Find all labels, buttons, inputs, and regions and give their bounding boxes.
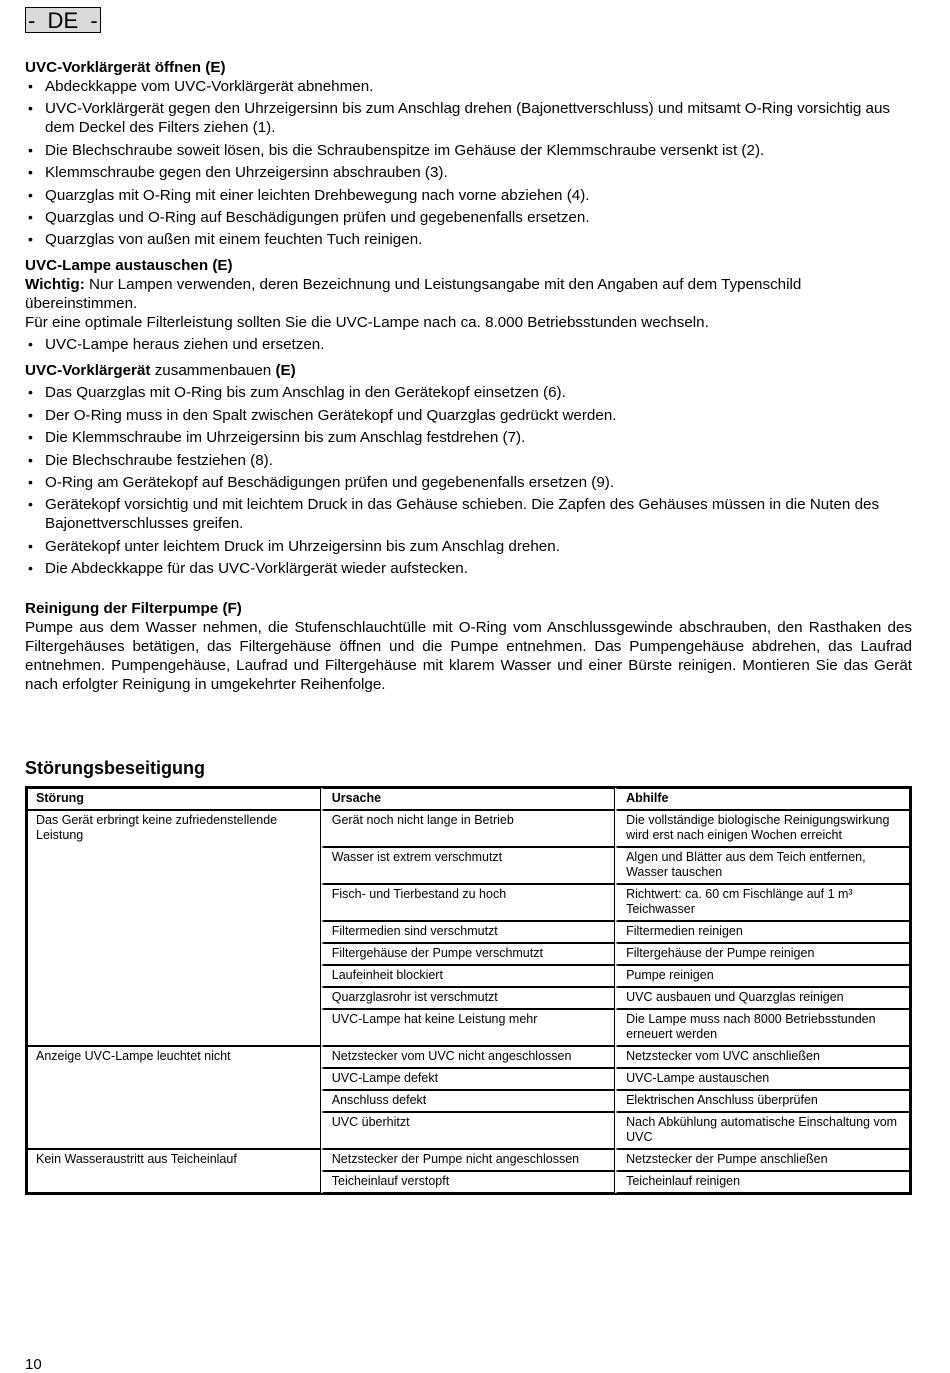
remedy-cell: Pumpe reinigen xyxy=(615,965,910,987)
remedy-cell: Filtermedien reinigen xyxy=(615,921,910,943)
list-item: • Gerätekopf unter leichtem Druck im Uhrzeigersinn bis zum Anschlag drehen. xyxy=(25,537,912,556)
remedy-cell: Richtwert: ca. 60 cm Fischlänge auf 1 m³ Teichwasser xyxy=(615,884,910,921)
list-item: • Die Blechschraube soweit lösen, bis die Schraubenspitze im Gehäuse der Klemmschraube versenkt ist (2). xyxy=(25,141,912,160)
troubleshooting-title: Störungsbeseitigung xyxy=(25,758,205,778)
header-cause: Ursache xyxy=(321,788,615,810)
list-item: • Quarzglas und O-Ring auf Beschädigungen prüfen und gegebenenfalls ersetzen. xyxy=(25,208,912,227)
list-item: • Die Abdeckkappe für das UVC-Vorklärgerät wieder aufstecken. xyxy=(25,559,912,578)
cause-cell: UVC-Lampe hat keine Leistung mehr xyxy=(321,1009,615,1046)
list-item: • Abdeckkappe vom UVC-Vorklärgerät abnehmen. xyxy=(25,77,912,96)
list-item: • UVC-Vorklärgerät gegen den Uhrzeigersinn bis zum Anschlag drehen (Bajonettverschluss) und mitsamt O-Ring vorsichtig aus dem Deckel des Filters ziehen (1). xyxy=(25,99,912,137)
list-item: • O-Ring am Gerätekopf auf Beschädigungen prüfen und gegebenenfalls ersetzen (9). xyxy=(25,473,912,492)
assemble-title-normal: zusammenbauen xyxy=(150,362,276,380)
table-row xyxy=(27,1046,910,1068)
cause-cell: Fisch- und Tierbestand zu hoch xyxy=(321,884,615,921)
page-number: 10 xyxy=(25,1356,42,1373)
remedy-cell: Netzstecker der Pumpe anschließen xyxy=(615,1149,910,1171)
cause-cell: UVC überhitzt xyxy=(321,1112,615,1149)
remedy-cell: Netzstecker vom UVC anschließen xyxy=(615,1046,910,1068)
cause-cell: Filtergehäuse der Pumpe verschmutzt xyxy=(321,943,615,965)
remedy-cell: Die Lampe muss nach 8000 Betriebsstunden erneuert werden xyxy=(615,1009,910,1046)
replace-lamp-steps xyxy=(25,335,912,354)
fault-cell: Das Gerät erbringt keine zufriedenstellende Leistung xyxy=(27,810,321,1046)
remedy-cell: Elektrischen Anschluss überprüfen xyxy=(615,1090,910,1112)
list-item: • Der O-Ring muss in den Spalt zwischen Gerätekopf und Quarzglas gedrückt werden. xyxy=(25,406,912,425)
important-note xyxy=(25,275,912,313)
list-item: • Gerätekopf vorsichtig und mit leichtem Druck in das Gehäuse schieben. Die Zapfen des Gehäuses müssen in die Nuten des Bajonettverschlusses greifen. xyxy=(25,495,912,533)
list-item: • Quarzglas mit O-Ring mit einer leichten Drehbewegung nach vorne abziehen (4). xyxy=(25,186,912,205)
cause-cell: Netzstecker vom UVC nicht angeschlossen xyxy=(321,1046,615,1068)
assemble-title-bold: UVC-Vorklärgerät xyxy=(25,362,151,380)
assemble-title-end: (E) xyxy=(275,362,296,380)
important-label: Wichtig: xyxy=(25,276,85,294)
instructions-body xyxy=(25,58,912,694)
list-item: • Die Klemmschraube im Uhrzeigersinn bis zum Anschlag festdrehen (7). xyxy=(25,428,912,447)
table-header-row xyxy=(27,788,910,810)
cause-cell: UVC-Lampe defekt xyxy=(321,1068,615,1090)
section-title-assemble-uvc xyxy=(25,361,912,380)
list-item: • Klemmschraube gegen den Uhrzeigersinn abschrauben (3). xyxy=(25,163,912,182)
cause-cell: Teicheinlauf verstopft xyxy=(321,1171,615,1193)
cause-cell: Wasser ist extrem verschmutzt xyxy=(321,847,615,884)
table-row xyxy=(27,1149,910,1171)
header-fault: Störung xyxy=(27,788,321,810)
table-row xyxy=(27,810,910,847)
language-tag: - DE - xyxy=(25,7,101,33)
list-item: • Quarzglas von außen mit einem feuchten Tuch reinigen. xyxy=(25,230,912,249)
cause-cell: Filtermedien sind verschmutzt xyxy=(321,921,615,943)
remedy-cell: Nach Abkühlung automatische Einschaltung vom UVC xyxy=(615,1112,910,1149)
section-title-clean-pump: Reinigung der Filterpumpe (F) xyxy=(25,600,242,618)
troubleshooting-table xyxy=(25,786,912,1195)
remedy-cell: UVC-Lampe austauschen xyxy=(615,1068,910,1090)
remedy-cell: Teicheinlauf reinigen xyxy=(615,1171,910,1193)
fault-cell: Anzeige UVC-Lampe leuchtet nicht xyxy=(27,1046,321,1149)
cause-cell: Gerät noch nicht lange in Betrieb xyxy=(321,810,615,847)
cause-cell: Anschluss defekt xyxy=(321,1090,615,1112)
section-title-replace-lamp: UVC-Lampe austauschen (E) xyxy=(25,257,233,275)
header-remedy: Abhilfe xyxy=(615,788,910,810)
cause-cell: Netzstecker der Pumpe nicht angeschlossen xyxy=(321,1149,615,1171)
assemble-uvc-steps xyxy=(25,383,912,578)
cause-cell: Quarzglasrohr ist verschmutzt xyxy=(321,987,615,1009)
list-item: • Die Blechschraube festziehen (8). xyxy=(25,451,912,470)
remedy-cell: Algen und Blätter aus dem Teich entfernen, Wasser tauschen xyxy=(615,847,910,884)
list-item: • Das Quarzglas mit O-Ring bis zum Anschlag in den Gerätekopf einsetzen (6). xyxy=(25,383,912,402)
list-item: • UVC-Lampe heraus ziehen und ersetzen. xyxy=(25,335,912,354)
open-uvc-steps xyxy=(25,77,912,249)
remedy-cell: Die vollständige biologische Reinigungswirkung wird erst nach einigen Wochen erreicht xyxy=(615,810,910,847)
remedy-cell: Filtergehäuse der Pumpe reinigen xyxy=(615,943,910,965)
remedy-cell: UVC ausbauen und Quarzglas reinigen xyxy=(615,987,910,1009)
important-text: Nur Lampen verwenden, deren Bezeichnung und Leistungsangabe mit den Angaben auf dem Typenschild übereinstimmen. xyxy=(25,276,802,313)
clean-pump-text: Pumpe aus dem Wasser nehmen, die Stufenschlauchtülle mit O-Ring vom Anschlussgewinde abschrauben, den Rasthaken des Filtergehäuses betätigen, das Filtergehäuse öffnen und die Pumpe entnehmen. Das Pumpengehäuse abdrehen, das Laufrad entnehmen. Pumpengehäuse, Laufrad und Filtergehäuse mit klarem Wasser und einer Bürste reinigen. Montieren Sie das Gerät nach erfolgter Reinigung in umgekehrter Reihenfolge. xyxy=(25,619,912,694)
fault-cell: Kein Wasseraustritt aus Teicheinlauf xyxy=(27,1149,321,1193)
lamp-interval-note: Für eine optimale Filterleistung sollten Sie die UVC-Lampe nach ca. 8.000 Betriebsstunden wechseln. xyxy=(25,314,709,332)
cause-cell: Laufeinheit blockiert xyxy=(321,965,615,987)
section-title-open-uvc: UVC-Vorklärgerät öffnen (E) xyxy=(25,59,226,76)
